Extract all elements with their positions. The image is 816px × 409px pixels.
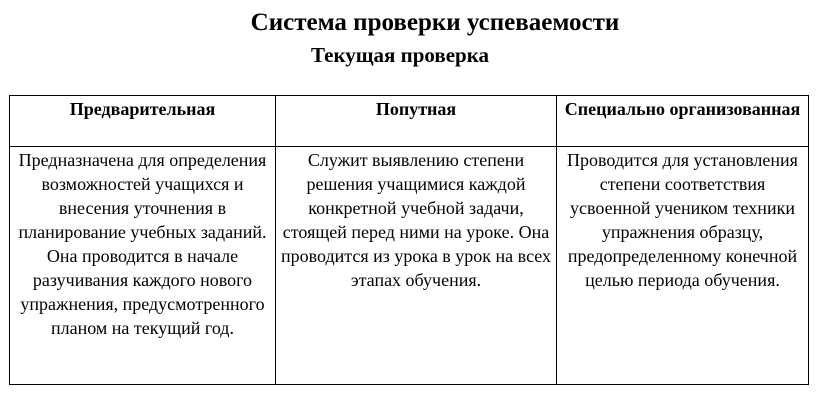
cell-concurrent-description: Служит выявлению степени решения учащимися каждой конкретной учебной задачи, стоящей перед ними на уроке. Она проводится из урока в урок на всех этапах обучения. (276, 147, 557, 385)
page-subtitle: Текущая проверка (310, 43, 490, 67)
page-title: Система проверки успеваемости (250, 9, 620, 36)
table-row (10, 147, 809, 385)
table-header-row (10, 96, 809, 147)
column-header-concurrent: Попутная (276, 96, 557, 147)
column-header-special: Специально организованная (557, 96, 809, 147)
check-types-table (9, 95, 809, 385)
column-header-preliminary: Предварительная (10, 96, 276, 147)
cell-special-description: Проводится для установления степени соответствия усвоенной учеником техники упражнения образцу, предопределенному конечной целью периода обучения. (557, 147, 809, 385)
cell-preliminary-description: Предназначена для определения возможностей учащихся и внесения уточнения в планирование учебных заданий. Она проводится в начале разучивания каждого нового упражнения, предусмотренного планом на текущий год. (10, 147, 276, 385)
